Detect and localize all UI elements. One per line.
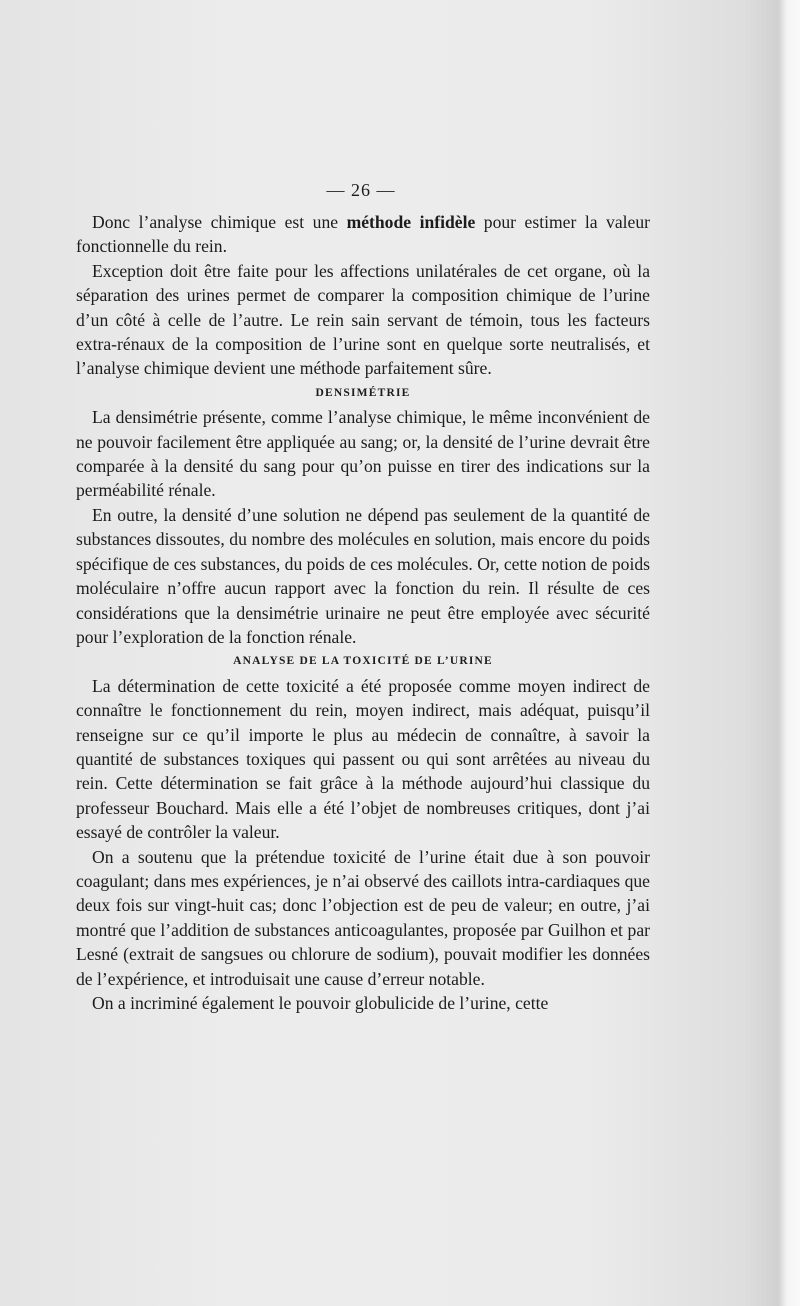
section-heading-toxicite: ANALYSE DE LA TOXICITÉ DE L’URINE	[233, 655, 493, 668]
paragraph: Exception doit être faite pour les affections unilatérales de cet organe, où la séparation des urines permet de comparer la composition chimique de l’urine d’un côté à celle de l’autre. Le rein sain servant de témoin, tous les facteurs extra-rénaux de la composition de l’urine sont en quelque sorte neutralisés, et l’analyse chimique devient une méthode parfaitement sûre.	[76, 260, 650, 379]
paragraph: La détermination de cette toxicité a été proposée comme moyen indirect de connaître le fonctionnement du rein, moyen indirect, mais adéquat, puisqu’il renseigne sur ce qu’il importe le plus au médecin de connaître, à savoir la quantité de substances toxiques qui passent ou qui sont arrêtées au niveau du rein. Cette détermination se fait grâce à la méthode aujourd’hui classique du professeur Bouchard. Mais elle a été l’objet de nombreuses critiques, dont j’ai essayé de contrôler la valeur.	[76, 675, 650, 843]
section-heading-densimetrie: DENSIMÉTRIE	[315, 386, 411, 399]
paragraph	[76, 210, 650, 259]
paragraph: En outre, la densité d’une solution ne dépend pas seulement de la quantité de substances dissoutes, du nombre des molécules en solution, mais encore du poids spécifique de ces substances, du poids de ces molécules. Or, cette notion de poids moléculaire n’offre aucun rapport avec la fonction du rein. Il résulte de ces considérations que la densimétrie urinaire ne peut être employée avec sécurité pour l’exploration de la fonction rénale.	[76, 504, 650, 647]
paragraph-text: Donc l’analyse chimique est une	[92, 212, 347, 232]
paragraph: On a incriminé également le pouvoir globulicide de l’urine, cette	[92, 993, 549, 1013]
paragraph: La densimétrie présente, comme l’analyse chimique, le même inconvénient de ne pouvoir facilement être appliquée au sang; or, la densité de l’urine devrait être comparée à la densité du sang pour qu’on puisse en tirer des indications sur la perméabilité rénale.	[76, 407, 650, 501]
emphasized-text: méthode infidèle	[346, 212, 476, 232]
page-gutter	[778, 0, 800, 1306]
page-body	[76, 210, 650, 1015]
paragraph: On a soutenu que la prétendue toxicité de l’urine était due à son pouvoir coagulant; dans mes expériences, je n’ai observé des caillots intra-cardiaques que deux fois sur vingt-huit cas; donc l’objection est de peu de valeur; en outre, j’ai montré que l’addition de substances anticoagulantes, proposée par Guilhon et par Lesné (extrait de sangsues ou chlorure de sodium), pouvait modifier les données de l’expérience, et introduisait une cause d’erreur notable.	[76, 846, 650, 989]
page-number: — 26 —	[326, 180, 396, 200]
paragraph-text: pour estimer la valeur fonctionnelle du rein.	[76, 212, 650, 257]
